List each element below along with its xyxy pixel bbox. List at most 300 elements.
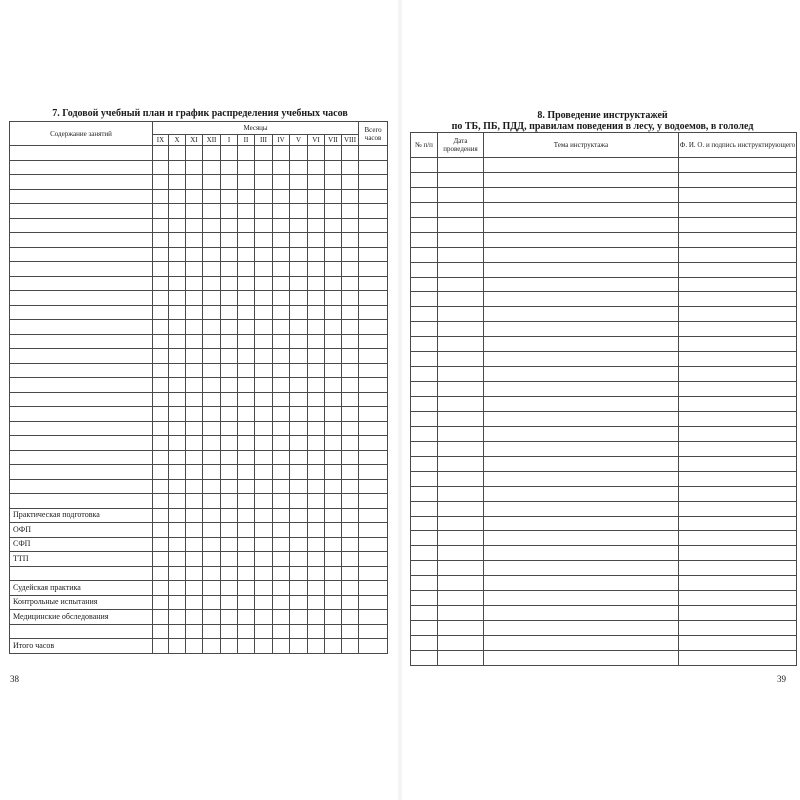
table-cell — [484, 546, 679, 561]
table-cell — [273, 494, 290, 509]
table-cell — [169, 175, 186, 190]
table-cell — [290, 291, 308, 306]
date-header: Дата проведения — [438, 133, 484, 158]
table-cell — [342, 146, 359, 161]
table-row — [10, 392, 388, 407]
page-number: 38 — [10, 674, 19, 684]
table-cell — [221, 610, 238, 625]
table-cell — [221, 189, 238, 204]
table-cell — [221, 349, 238, 364]
table-cell — [169, 218, 186, 233]
table-cell — [325, 537, 342, 552]
row-label — [10, 291, 153, 306]
table-cell — [484, 606, 679, 621]
table-cell — [290, 262, 308, 277]
table-row — [10, 262, 388, 277]
table-cell — [221, 595, 238, 610]
table-cell — [273, 247, 290, 262]
row-label — [10, 218, 153, 233]
table-cell — [342, 494, 359, 509]
table-cell — [484, 576, 679, 591]
table-cell — [308, 175, 325, 190]
table-cell — [238, 523, 255, 538]
table-cell — [238, 436, 255, 451]
table-cell — [411, 486, 438, 501]
table-cell — [359, 566, 388, 581]
table-cell — [238, 146, 255, 161]
table-cell — [484, 382, 679, 397]
table-row — [10, 276, 388, 291]
table-row — [411, 471, 797, 486]
table-cell — [203, 334, 221, 349]
table-cell — [169, 262, 186, 277]
table-cell — [411, 591, 438, 606]
table-cell — [169, 624, 186, 639]
table-cell — [679, 561, 797, 576]
table-cell — [438, 621, 484, 636]
left-page — [0, 0, 395, 800]
table-cell — [203, 450, 221, 465]
table-row — [411, 232, 797, 247]
table-cell — [221, 233, 238, 248]
table-cell — [221, 363, 238, 378]
table-cell — [325, 392, 342, 407]
table-cell — [169, 334, 186, 349]
table-row — [10, 320, 388, 335]
month-header: XI — [186, 135, 203, 146]
table-cell — [221, 537, 238, 552]
table-cell — [679, 471, 797, 486]
table-cell — [203, 363, 221, 378]
table-cell — [203, 204, 221, 219]
table-cell — [325, 175, 342, 190]
table-row — [10, 204, 388, 219]
table-cell — [325, 450, 342, 465]
table-row — [10, 421, 388, 436]
table-cell — [290, 479, 308, 494]
instruction-title: 8. Проведение инструктажей — [537, 110, 668, 121]
table-row — [10, 537, 388, 552]
table-row — [411, 606, 797, 621]
table-cell — [308, 189, 325, 204]
study-plan-table — [9, 121, 388, 654]
table-cell — [679, 441, 797, 456]
table-cell — [153, 276, 169, 291]
table-cell — [342, 291, 359, 306]
table-cell — [438, 202, 484, 217]
table-cell — [290, 392, 308, 407]
table-cell — [484, 501, 679, 516]
table-cell — [255, 233, 273, 248]
table-cell — [438, 426, 484, 441]
table-cell — [359, 494, 388, 509]
table-cell — [290, 624, 308, 639]
table-cell — [238, 639, 255, 654]
table-cell — [186, 566, 203, 581]
table-cell — [203, 537, 221, 552]
table-cell — [411, 576, 438, 591]
table-cell — [221, 479, 238, 494]
table-row — [411, 322, 797, 337]
table-cell — [308, 508, 325, 523]
table-cell — [203, 465, 221, 480]
table-cell — [484, 426, 679, 441]
table-cell — [255, 276, 273, 291]
table-cell — [679, 367, 797, 382]
table-cell — [238, 175, 255, 190]
table-row — [10, 436, 388, 451]
table-cell — [273, 160, 290, 175]
table-cell — [359, 450, 388, 465]
table-cell — [153, 595, 169, 610]
table-cell — [153, 189, 169, 204]
table-cell — [290, 537, 308, 552]
table-cell — [255, 363, 273, 378]
table-cell — [679, 232, 797, 247]
table-cell — [308, 566, 325, 581]
table-cell — [169, 523, 186, 538]
table-cell — [153, 363, 169, 378]
table-cell — [411, 217, 438, 232]
table-row — [10, 508, 388, 523]
table-cell — [255, 552, 273, 567]
table-cell — [438, 441, 484, 456]
table-cell — [359, 305, 388, 320]
table-cell — [186, 436, 203, 451]
table-cell — [290, 146, 308, 161]
table-cell — [679, 337, 797, 352]
table-cell — [153, 566, 169, 581]
table-cell — [290, 465, 308, 480]
table-cell — [679, 382, 797, 397]
table-cell — [273, 639, 290, 654]
table-cell — [484, 411, 679, 426]
table-cell — [484, 307, 679, 322]
table-cell — [484, 158, 679, 173]
table-cell — [411, 277, 438, 292]
table-cell — [169, 247, 186, 262]
row-label — [10, 407, 153, 422]
table-cell — [255, 218, 273, 233]
table-cell — [153, 378, 169, 393]
table-cell — [238, 479, 255, 494]
table-cell — [221, 552, 238, 567]
table-cell — [273, 465, 290, 480]
table-cell — [255, 378, 273, 393]
table-cell — [290, 595, 308, 610]
table-cell — [169, 639, 186, 654]
table-cell — [169, 291, 186, 306]
table-cell — [308, 421, 325, 436]
table-cell — [411, 322, 438, 337]
table-cell — [186, 189, 203, 204]
table-cell — [484, 486, 679, 501]
table-row — [10, 334, 388, 349]
table-cell — [290, 204, 308, 219]
table-cell — [238, 595, 255, 610]
table-cell — [342, 247, 359, 262]
month-header: VI — [308, 135, 325, 146]
table-cell — [342, 204, 359, 219]
table-cell — [273, 566, 290, 581]
table-cell — [255, 189, 273, 204]
row-label — [10, 465, 153, 480]
row-label — [10, 262, 153, 277]
table-cell — [679, 187, 797, 202]
table-cell — [308, 233, 325, 248]
table-cell — [186, 581, 203, 596]
table-cell — [438, 501, 484, 516]
row-label: ТТП — [10, 552, 153, 567]
row-label — [10, 436, 153, 451]
table-cell — [411, 411, 438, 426]
table-cell — [679, 546, 797, 561]
table-cell — [153, 175, 169, 190]
table-cell — [438, 232, 484, 247]
table-cell — [221, 247, 238, 262]
table-cell — [273, 421, 290, 436]
table-cell — [325, 276, 342, 291]
table-cell — [679, 322, 797, 337]
table-cell — [169, 581, 186, 596]
table-cell — [186, 508, 203, 523]
table-cell — [325, 146, 342, 161]
table-cell — [221, 204, 238, 219]
table-cell — [273, 349, 290, 364]
table-cell — [169, 566, 186, 581]
table-row — [411, 202, 797, 217]
table-cell — [203, 175, 221, 190]
table-cell — [308, 378, 325, 393]
table-cell — [273, 508, 290, 523]
row-label: Судейская практика — [10, 581, 153, 596]
table-cell — [255, 479, 273, 494]
table-cell — [255, 581, 273, 596]
table-cell — [273, 262, 290, 277]
table-row — [10, 465, 388, 480]
table-cell — [484, 202, 679, 217]
table-cell — [438, 247, 484, 262]
month-header: I — [221, 135, 238, 146]
table-cell — [169, 233, 186, 248]
table-cell — [342, 305, 359, 320]
table-cell — [153, 436, 169, 451]
table-cell — [308, 581, 325, 596]
table-cell — [186, 204, 203, 219]
table-row — [10, 305, 388, 320]
table-cell — [325, 479, 342, 494]
table-cell — [221, 421, 238, 436]
table-cell — [238, 291, 255, 306]
table-cell — [359, 421, 388, 436]
table-cell — [203, 291, 221, 306]
table-cell — [238, 320, 255, 335]
table-cell — [203, 233, 221, 248]
table-cell — [203, 581, 221, 596]
table-cell — [203, 247, 221, 262]
table-cell — [438, 397, 484, 412]
table-cell — [484, 516, 679, 531]
table-cell — [290, 233, 308, 248]
table-cell — [325, 465, 342, 480]
content-header: Содержание занятий — [10, 122, 153, 146]
month-header: IX — [153, 135, 169, 146]
table-cell — [273, 334, 290, 349]
table-cell — [411, 352, 438, 367]
table-cell — [411, 650, 438, 665]
table-cell — [203, 552, 221, 567]
table-cell — [153, 581, 169, 596]
table-cell — [679, 262, 797, 277]
table-cell — [153, 262, 169, 277]
table-cell — [308, 247, 325, 262]
table-cell — [438, 337, 484, 352]
table-cell — [255, 291, 273, 306]
table-cell — [411, 546, 438, 561]
table-cell — [342, 262, 359, 277]
table-cell — [273, 537, 290, 552]
row-label — [10, 421, 153, 436]
table-row — [411, 382, 797, 397]
table-cell — [273, 218, 290, 233]
table-cell — [438, 591, 484, 606]
table-cell — [221, 624, 238, 639]
table-cell — [359, 639, 388, 654]
table-cell — [325, 189, 342, 204]
table-row — [411, 441, 797, 456]
table-cell — [325, 262, 342, 277]
table-cell — [238, 218, 255, 233]
table-cell — [273, 450, 290, 465]
table-cell — [411, 501, 438, 516]
row-label — [10, 479, 153, 494]
table-cell — [221, 175, 238, 190]
table-cell — [411, 262, 438, 277]
number-header: № п/п — [411, 133, 438, 158]
table-cell — [273, 610, 290, 625]
table-row — [10, 523, 388, 538]
table-cell — [308, 479, 325, 494]
table-cell — [186, 494, 203, 509]
table-cell — [153, 146, 169, 161]
table-cell — [153, 624, 169, 639]
table-cell — [203, 407, 221, 422]
table-cell — [255, 334, 273, 349]
table-cell — [308, 262, 325, 277]
table-row — [10, 450, 388, 465]
table-cell — [679, 516, 797, 531]
table-cell — [273, 204, 290, 219]
table-cell — [273, 146, 290, 161]
table-cell — [238, 552, 255, 567]
table-cell — [153, 537, 169, 552]
month-header: X — [169, 135, 186, 146]
table-row — [411, 187, 797, 202]
table-cell — [169, 378, 186, 393]
table-cell — [679, 576, 797, 591]
table-cell — [238, 537, 255, 552]
table-cell — [238, 233, 255, 248]
table-cell — [325, 378, 342, 393]
table-row — [411, 576, 797, 591]
table-row — [411, 337, 797, 352]
table-cell — [679, 591, 797, 606]
table-row — [411, 636, 797, 651]
month-header: III — [255, 135, 273, 146]
page-number: 39 — [777, 674, 786, 684]
table-cell — [186, 392, 203, 407]
table-cell — [484, 636, 679, 651]
table-cell — [169, 537, 186, 552]
table-cell — [308, 305, 325, 320]
table-cell — [273, 624, 290, 639]
table-cell — [308, 552, 325, 567]
table-cell — [438, 456, 484, 471]
table-cell — [153, 291, 169, 306]
table-cell — [186, 146, 203, 161]
row-label — [10, 378, 153, 393]
table-cell — [325, 407, 342, 422]
table-row — [10, 175, 388, 190]
table-cell — [221, 334, 238, 349]
instruction-body — [411, 158, 797, 666]
table-cell — [221, 305, 238, 320]
table-cell — [255, 436, 273, 451]
table-cell — [255, 146, 273, 161]
month-header: XII — [203, 135, 221, 146]
table-cell — [186, 523, 203, 538]
table-cell — [203, 523, 221, 538]
table-cell — [342, 349, 359, 364]
table-cell — [153, 320, 169, 335]
table-cell — [273, 320, 290, 335]
table-row — [411, 650, 797, 665]
instruction-table — [410, 132, 797, 666]
table-cell — [679, 277, 797, 292]
table-row — [10, 349, 388, 364]
table-cell — [438, 411, 484, 426]
table-cell — [438, 531, 484, 546]
table-cell — [484, 561, 679, 576]
table-cell — [308, 204, 325, 219]
table-cell — [359, 610, 388, 625]
table-cell — [484, 172, 679, 187]
table-cell — [290, 581, 308, 596]
table-cell — [325, 552, 342, 567]
table-cell — [342, 334, 359, 349]
table-cell — [186, 450, 203, 465]
table-cell — [342, 276, 359, 291]
table-cell — [411, 441, 438, 456]
month-header: VIII — [342, 135, 359, 146]
table-cell — [238, 378, 255, 393]
table-cell — [169, 479, 186, 494]
row-label — [10, 146, 153, 161]
table-cell — [679, 202, 797, 217]
table-cell — [238, 305, 255, 320]
table-cell — [153, 218, 169, 233]
table-cell — [342, 595, 359, 610]
table-cell — [308, 537, 325, 552]
table-cell — [290, 247, 308, 262]
table-cell — [221, 320, 238, 335]
table-cell — [169, 146, 186, 161]
table-cell — [359, 537, 388, 552]
table-cell — [290, 349, 308, 364]
table-cell — [308, 363, 325, 378]
table-cell — [325, 421, 342, 436]
table-cell — [186, 624, 203, 639]
